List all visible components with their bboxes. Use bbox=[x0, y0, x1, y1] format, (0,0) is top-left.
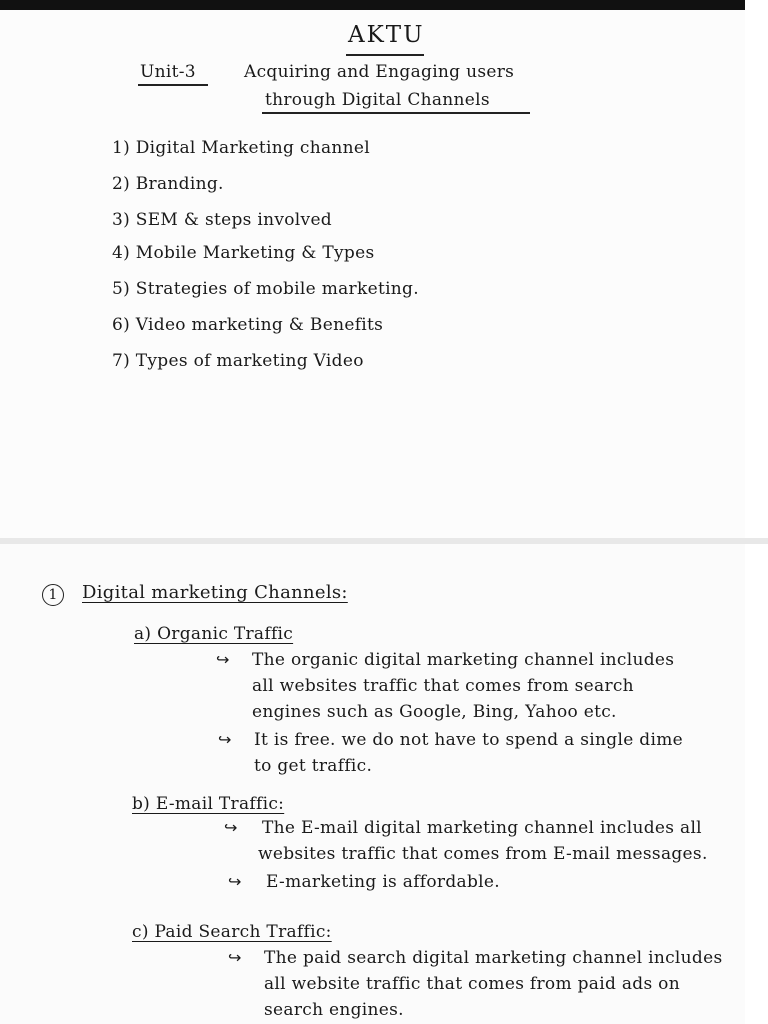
body-line: It is free. we do not have to spend a single dime bbox=[254, 730, 683, 750]
scan-top-edge bbox=[0, 0, 745, 10]
arrow-icon: ↪ bbox=[216, 650, 230, 669]
title-underline bbox=[346, 54, 424, 56]
unit-title-underline bbox=[262, 112, 530, 114]
body-line: The organic digital marketing channel includes bbox=[252, 650, 675, 670]
topic-item: 2) Branding. bbox=[112, 174, 224, 194]
arrow-icon: ↪ bbox=[228, 948, 242, 967]
arrow-icon: ↪ bbox=[218, 730, 232, 749]
unit-underline bbox=[138, 84, 208, 86]
topic-item: 5) Strategies of mobile marketing. bbox=[112, 279, 419, 299]
body-line: all websites traffic that comes from search bbox=[252, 676, 634, 696]
body-line: The E-mail digital marketing channel includes all bbox=[262, 818, 702, 838]
subsection-heading-paid-search: c) Paid Search Traffic: bbox=[132, 922, 332, 942]
unit-title-line2: through Digital Channels bbox=[265, 90, 490, 110]
body-line: engines such as Google, Bing, Yahoo etc. bbox=[252, 702, 617, 722]
page-title: AKTU bbox=[348, 22, 425, 48]
body-line: E-marketing is affordable. bbox=[266, 872, 500, 892]
body-line: search engines. bbox=[264, 1000, 404, 1020]
unit-title-line1: Acquiring and Engaging users bbox=[244, 62, 515, 82]
topic-item: 3) SEM & steps involved bbox=[112, 210, 332, 230]
arrow-icon: ↪ bbox=[224, 818, 238, 837]
unit-label: Unit-3 bbox=[140, 62, 196, 82]
body-line: all website traffic that comes from paid ads on bbox=[264, 974, 680, 994]
section-number-badge: 1 bbox=[42, 584, 64, 606]
body-line: to get traffic. bbox=[254, 756, 373, 776]
body-line: The paid search digital marketing channel includes bbox=[264, 948, 723, 968]
topic-item: 4) Mobile Marketing & Types bbox=[112, 243, 375, 263]
topic-item: 7) Types of marketing Video bbox=[112, 351, 364, 371]
section-title: Digital marketing Channels: bbox=[82, 582, 348, 603]
topic-item: 1) Digital Marketing channel bbox=[112, 138, 370, 158]
body-line: websites traffic that comes from E-mail messages. bbox=[258, 844, 708, 864]
arrow-icon: ↪ bbox=[228, 872, 242, 891]
subsection-heading-organic: a) Organic Traffic bbox=[134, 624, 294, 644]
notebook-page-2 bbox=[0, 544, 745, 1024]
subsection-heading-email: b) E-mail Traffic: bbox=[132, 794, 285, 814]
notebook-page-1 bbox=[0, 10, 745, 538]
topic-item: 6) Video marketing & Benefits bbox=[112, 315, 384, 335]
